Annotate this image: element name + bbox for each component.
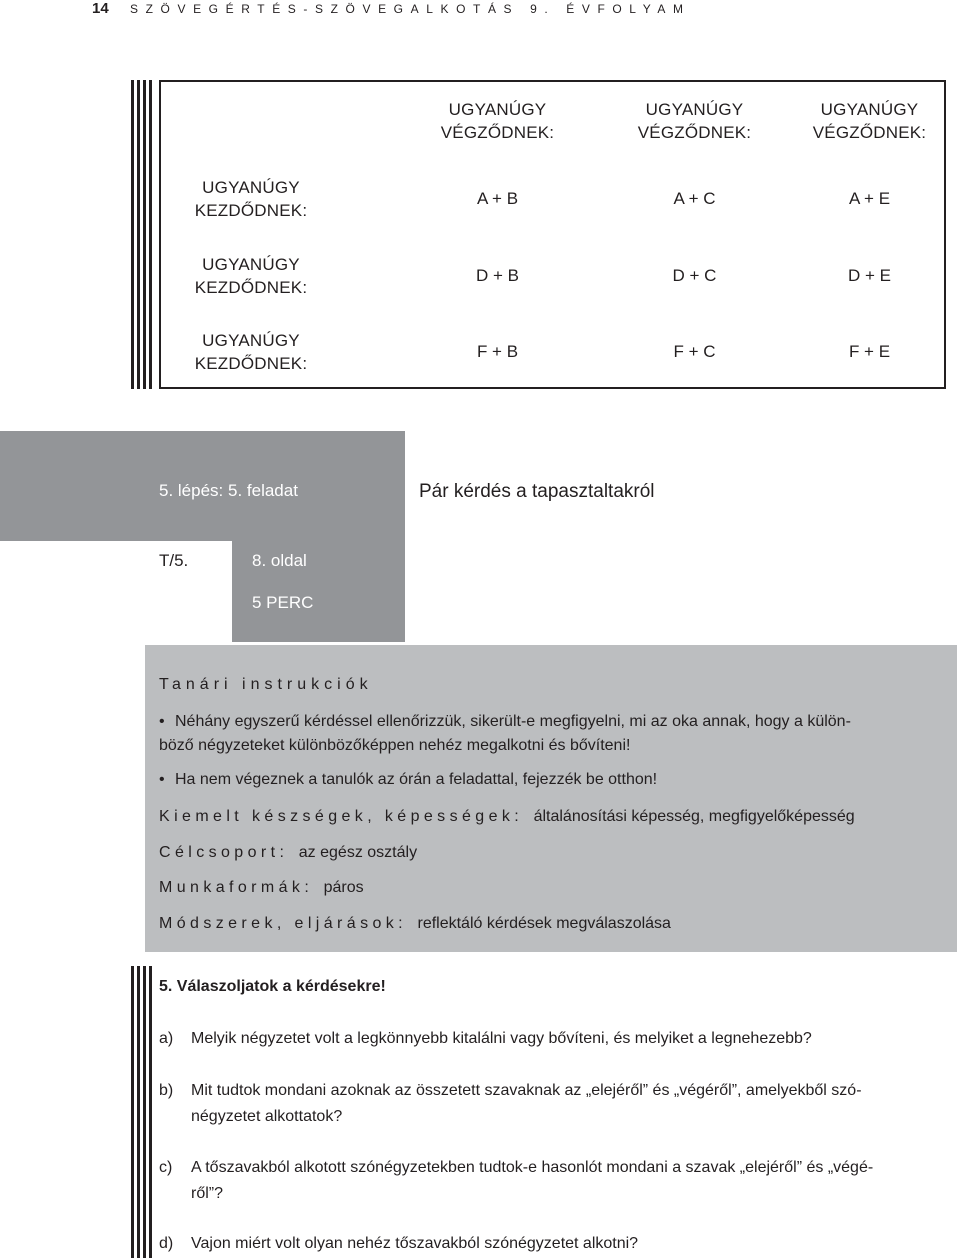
decorative-bar [143, 80, 146, 389]
question-text: ről”? [191, 1185, 224, 1202]
time-estimate: 5 PERC [252, 593, 314, 612]
page-reference: 8. oldal [252, 551, 307, 570]
method-key: Módszerek, eljárások: [159, 915, 408, 932]
decorative-bar [143, 966, 146, 1258]
question-letter: b) [159, 1082, 174, 1099]
header-line: UGYANÚGY [820, 99, 919, 119]
table-cell: D + B [476, 266, 519, 285]
column-header [793, 82, 946, 159]
header-line: VÉGZŐDNEK: [637, 122, 752, 142]
step-label: 5. lépés: 5. feladat [159, 481, 298, 500]
bullet-text: böző négyzeteket különbözőképpen nehéz megalkotni és bővíteni! [159, 737, 631, 754]
task-code: T/5. [159, 551, 189, 570]
table-cell: A + E [848, 189, 891, 208]
decorative-bar [131, 966, 134, 1258]
combination-table [159, 80, 946, 389]
target-value: az egész osztály [298, 844, 418, 861]
question-letter: a) [159, 1030, 174, 1047]
skills-value: általánosítási képesség, megfigyelőképesség [533, 808, 855, 825]
instructions-title: Tanári instrukciók [159, 676, 373, 693]
decorative-bar [137, 966, 140, 1258]
question-letter: c) [159, 1159, 173, 1176]
page-number: 14 [92, 0, 109, 17]
header-line: VÉGZŐDNEK: [812, 122, 927, 142]
bullet-text: Ha nem végeznek a tanulók az órán a feladattal, fejezzék be otthon! [175, 771, 658, 788]
column-header [399, 82, 596, 159]
bullet-icon: • [159, 771, 165, 788]
question-item [159, 1078, 959, 1130]
form-line [159, 879, 364, 897]
skills-line [159, 808, 855, 826]
question-text: négyzetet alkottatok? [191, 1108, 343, 1125]
header-line: UGYANÚGY [202, 254, 300, 274]
question-text: Melyik négyzetet volt a legkönnyebb kitalálni vagy bővíteni, és melyiket a legnehezebb? [191, 1030, 812, 1047]
question-letter: d) [159, 1235, 174, 1252]
skills-key: Kiemelt készségek, képességek: [159, 808, 524, 825]
form-key: Munkaformák: [159, 879, 314, 896]
table-cell: F + B [476, 342, 519, 361]
table-cell: F + E [848, 342, 891, 361]
running-title: SZÖVEGÉRTÉS-SZÖVEGALKOTÁS 9. ÉVFOLYAM [130, 2, 691, 16]
form-value: páros [323, 879, 364, 896]
exercise-heading: 5. Válaszoljatok a kérdésekre! [159, 978, 386, 995]
decorative-bar [149, 80, 152, 389]
method-line [159, 915, 671, 933]
question-text: Mit tudtok mondani azoknak az összetett szavaknak az „elejéről” és „végéről”, amelyekből szó- [191, 1082, 862, 1099]
target-key: Célcsoport: [159, 844, 289, 861]
table-cell: A + B [476, 189, 519, 208]
column-header [596, 82, 793, 159]
target-line [159, 844, 417, 862]
header-line: UGYANÚGY [202, 177, 300, 197]
question-item [159, 1026, 959, 1052]
table-cell: D + C [672, 266, 717, 285]
instruction-bullet [159, 768, 949, 792]
row-header [161, 237, 341, 314]
instruction-bullet [159, 710, 949, 758]
question-text: A tőszavakból alkotott szónégyzetekben tudtok-e hasonlót mondani a szavak „elejéről” és „végé- [191, 1159, 874, 1176]
question-item [159, 1155, 959, 1207]
header-line: UGYANÚGY [202, 330, 300, 350]
header-line: UGYANÚGY [448, 99, 547, 119]
decorative-bar [131, 80, 134, 389]
header-line: KEZDŐDNEK: [194, 353, 308, 373]
page-header [0, 0, 960, 28]
table-cell: A + C [673, 189, 716, 208]
table-cell: F + C [673, 342, 716, 361]
question-text: Vajon miért volt olyan nehéz tőszavakból szónégyzetet alkotni? [191, 1235, 639, 1252]
header-line: KEZDŐDNEK: [194, 200, 308, 220]
table-cell: D + E [848, 266, 891, 285]
question-item [159, 1231, 959, 1257]
decorative-bar [149, 966, 152, 1258]
method-value: reflektáló kérdések megválaszolása [417, 915, 671, 932]
header-line: VÉGZŐDNEK: [440, 122, 555, 142]
header-line: KEZDŐDNEK: [194, 277, 308, 297]
header-line: UGYANÚGY [645, 99, 744, 119]
row-header [161, 160, 341, 237]
bullet-icon: • [159, 713, 165, 730]
row-header [161, 314, 341, 389]
task-title: Pár kérdés a tapasztaltakról [419, 481, 655, 502]
bullet-text: Néhány egyszerű kérdéssel ellenőrizzük, sikerült-e megfigyelni, mi az oka annak, hogy a külön- [175, 713, 851, 730]
decorative-bar [137, 80, 140, 389]
